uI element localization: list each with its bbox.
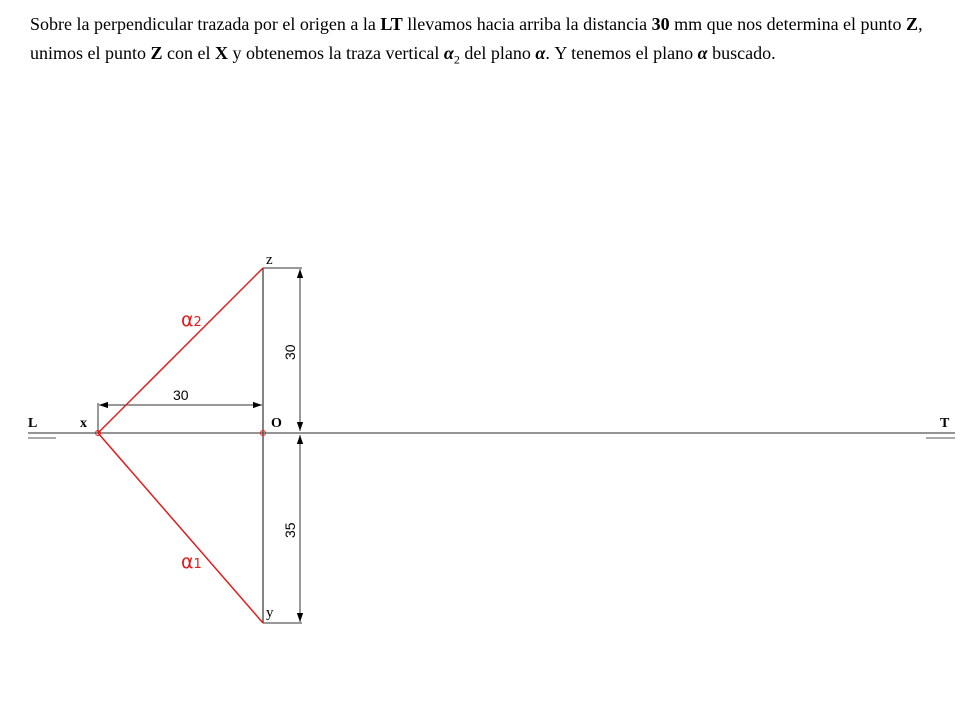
caption-text-3: mm que nos determina el punto <box>669 14 907 34</box>
label-alpha2: α2 <box>181 309 202 331</box>
caption-alpha-a: α <box>535 43 546 63</box>
caption-bold-30: 30 <box>651 14 670 34</box>
dimension-label-horizontal: 30 <box>173 387 189 403</box>
label-T: T <box>940 416 950 431</box>
caption-alpha2-sub: 2 <box>453 52 460 67</box>
caption-text-2: llevamos hacia arriba la distancia <box>402 14 652 34</box>
label-y: y <box>266 605 274 621</box>
label-L: L <box>28 416 38 431</box>
label-alpha1: α1 <box>181 551 202 573</box>
caption-text-4: , unimos el punto <box>30 14 923 63</box>
horizontal-trace-alpha1 <box>98 433 263 623</box>
label-x: x <box>80 416 87 431</box>
label-z: z <box>266 252 273 268</box>
caption-text-9: buscado. <box>707 43 776 63</box>
caption-bold-lt: LT <box>380 14 403 34</box>
caption-text-7: del plano <box>459 43 536 63</box>
caption-alpha-b: α <box>697 43 708 63</box>
caption-alpha2: α <box>443 43 454 63</box>
dimension-label-vertical-top: 30 <box>282 344 298 360</box>
caption-bold-z: Z <box>906 14 919 34</box>
caption-bold-x: X <box>215 43 228 63</box>
caption-text-5: con el <box>162 43 215 63</box>
caption-text-1: Sobre la perpendicular trazada por el origen a la <box>30 14 381 34</box>
vertical-trace-alpha2 <box>98 268 263 433</box>
caption-text-8: . Y tenemos el plano <box>545 43 698 63</box>
caption-bold-z2: Z <box>150 43 163 63</box>
label-origin: O <box>271 416 282 431</box>
caption-text-6: y obtenemos la traza vertical <box>228 43 444 63</box>
dimension-label-vertical-bottom: 35 <box>282 522 298 538</box>
